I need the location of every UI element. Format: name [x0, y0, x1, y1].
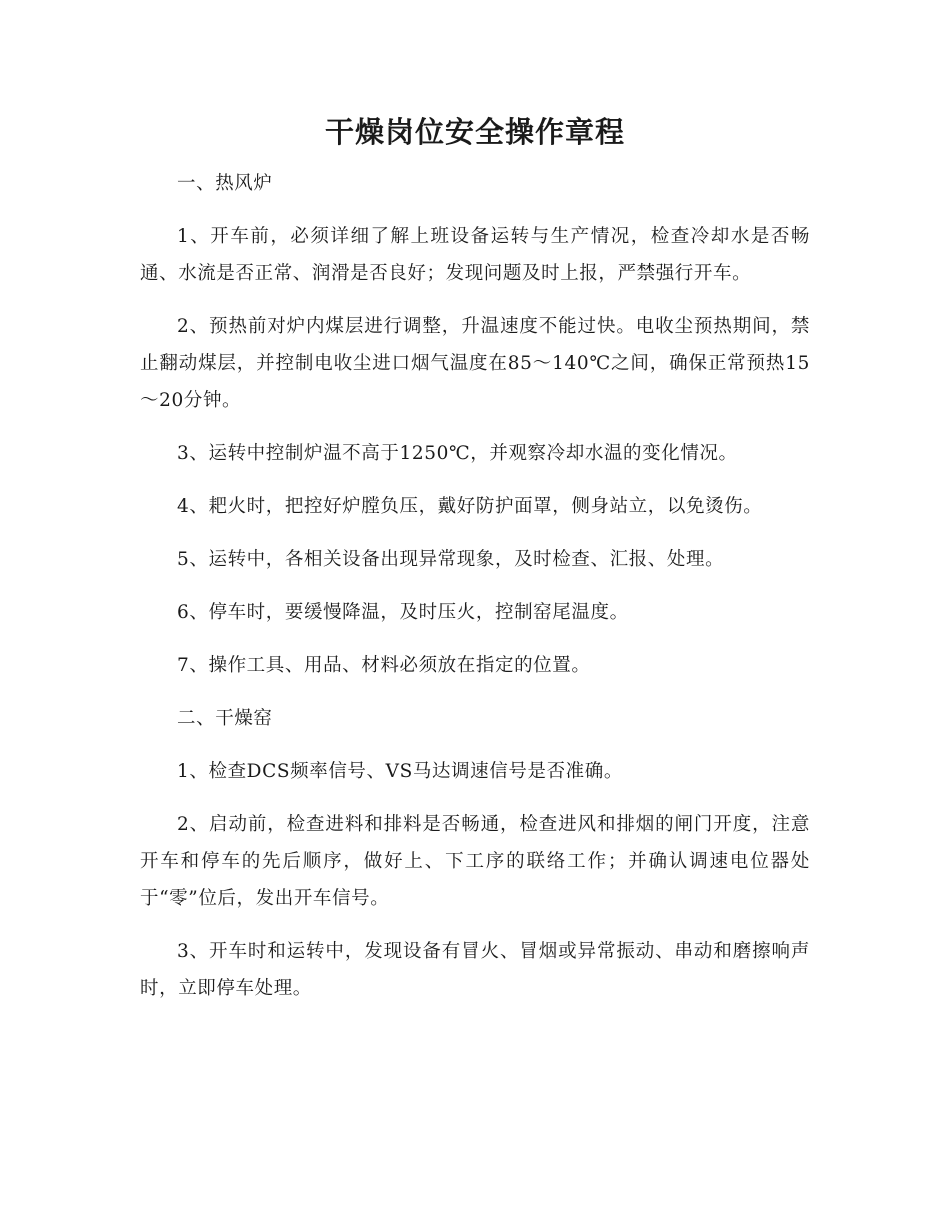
document-title: 干燥岗位安全操作章程 [324, 115, 625, 149]
list-item: 5、运转中，各相关设备出现异常现象，及时检查、汇报、处理。 [177, 549, 725, 570]
section-hot-air-furnace [140, 165, 810, 684]
list-item: 6、停车时，要缓慢降温，及时压火，控制窑尾温度。 [177, 602, 629, 623]
list-item: 7、操作工具、用品、材料必须放在指定的位置。 [177, 655, 591, 676]
list-item: 3、开车时和运转中，发现设备有冒火、冒烟或异常振动、串动和磨擦响声时，立即停车处理。 [140, 941, 810, 999]
list-item: 3、运转中控制炉温不高于1250℃，并观察冷却水温的变化情况。 [177, 443, 738, 464]
section-drying-kiln [140, 700, 810, 1007]
list-item: 1、开车前，必须详细了解上班设备运转与生产情况，检查冷却水是否畅通、水流是否正常、润滑是否良好；发现问题及时上报，严禁强行开车。 [140, 226, 810, 284]
list-item: 4、耙火时，把控好炉膛负压，戴好防护面罩，侧身站立，以免烫伤。 [177, 496, 763, 517]
list-item: 2、启动前，检查进料和排料是否畅通，检查进风和排烟的闸门开度，注意开车和停车的先后顺序，做好上、下工序的联络工作；并确认调速电位器处于“零”位后，发出开车信号。 [140, 814, 810, 909]
section-heading: 一、热风炉 [177, 173, 273, 194]
section-heading: 二、干燥窑 [177, 708, 273, 729]
list-item: 1、检查DCS频率信号、VS马达调速信号是否准确。 [177, 761, 623, 782]
document-body [140, 165, 810, 1023]
list-item: 2、预热前对炉内煤层进行调整，升温速度不能过快。电收尘预热期间，禁止翻动煤层，并控制电收尘进口烟气温度在85～140℃之间，确保正常预热15～20分钟。 [140, 316, 810, 411]
